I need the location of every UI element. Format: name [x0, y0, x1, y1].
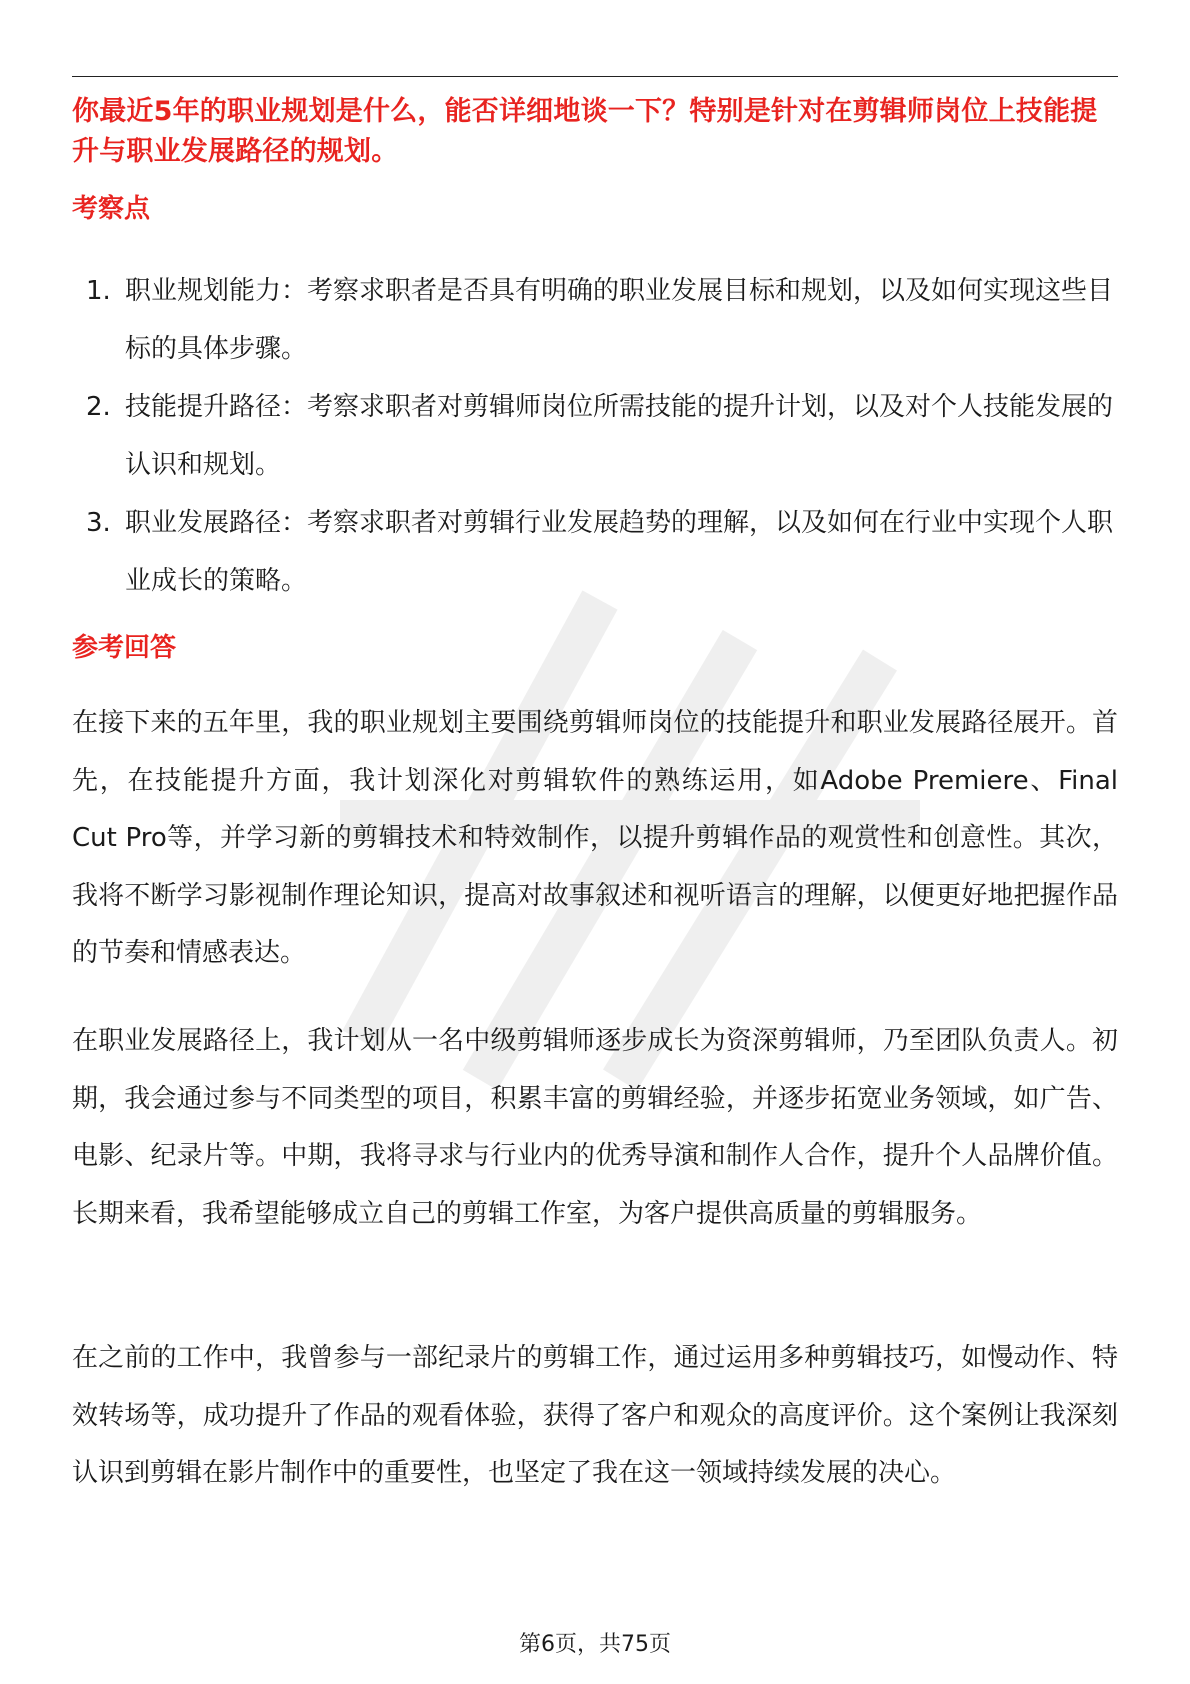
answer-paragraph: 在职业发展路径上，我计划从一名中级剪辑师逐步成长为资深剪辑师，乃至团队负责人。初期，我会通过参与不同类型的项目，积累丰富的剪辑经验，并逐步拓宽业务领域，如广告、电影、纪录片等。中期，我将寻求与行业内的优秀导演和制作人合作，提升个人品牌价值。长期来看，我希望能够成立自己的剪辑工作室，为客户提供高质量的剪辑服务。	[72, 1026, 1118, 1229]
answer-paragraph: 在之前的工作中，我曾参与一部纪录片的剪辑工作，通过运用多种剪辑技巧，如慢动作、特效转场等，成功提升了作品的观看体验，获得了客户和观众的高度评价。这个案例让我深刻认识到剪辑在影片制作中的重要性，也坚定了我在这一领域持续发展的决心。	[72, 1343, 1118, 1488]
list-item-text: 职业发展路径：考察求职者对剪辑行业发展趋势的理解，以及如何在行业中实现个人职业成长的策略。	[125, 508, 1114, 596]
list-item	[72, 494, 1118, 610]
assessment-points-list	[72, 262, 1118, 610]
list-item-number: 3.	[86, 508, 111, 538]
list-item-number: 1.	[86, 276, 111, 306]
list-item-number: 2.	[86, 392, 111, 422]
list-item	[72, 262, 1118, 378]
list-item-text: 职业规划能力：考察求职者是否具有明确的职业发展目标和规划，以及如何实现这些目标的具体步骤。	[125, 276, 1114, 364]
page-number-footer: 第6页，共75页	[519, 1632, 671, 1657]
interview-question: 你最近5年的职业规划是什么，能否详细地谈一下？特别是针对在剪辑师岗位上技能提升与职业发展路径的规划。	[72, 96, 1098, 167]
answer-paragraph: 在接下来的五年里，我的职业规划主要围绕剪辑师岗位的技能提升和职业发展路径展开。首先，在技能提升方面，我计划深化对剪辑软件的熟练运用，如Adobe Premiere、Final Cut Pro等，并学习新的剪辑技术和特效制作，以提升剪辑作品的观赏性和创意性。其次，我将不断学习影视制作理论知识，提高对故事叙述和视听语言的理解，以便更好地把握作品的节奏和情感表达。	[72, 708, 1118, 968]
list-item	[72, 378, 1118, 494]
section-heading-reference-answer: 参考回答	[72, 633, 177, 663]
list-item-text: 技能提升路径：考察求职者对剪辑师岗位所需技能的提升计划，以及对个人技能发展的认识和规划。	[125, 392, 1114, 480]
top-rule	[72, 76, 1118, 77]
section-heading-assessment-points: 考察点	[72, 194, 151, 224]
